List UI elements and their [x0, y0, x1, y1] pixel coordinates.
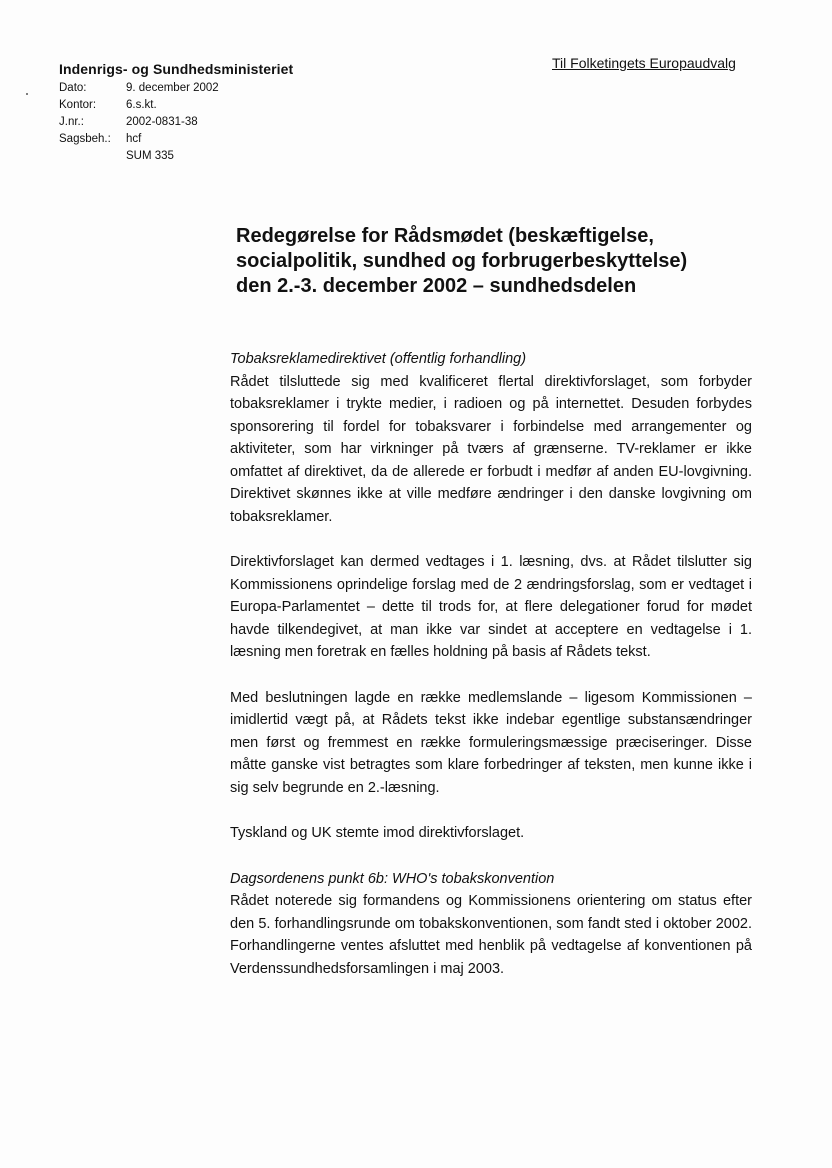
meta-value: hcf — [126, 133, 142, 145]
paragraph: Tyskland og UK stemte imod direktivforslaget. — [230, 825, 525, 841]
meta-label: Sagsbeh.: — [59, 133, 111, 145]
section-heading: Dagsordenens punkt 6b: WHO's tobakskonvention — [230, 870, 555, 887]
paragraph: Direktivforslaget kan dermed vedtages i 1. læsning, dvs. at Rådet tilslutter sig Kommissionens oprindelige forslag med de 2 ændringsforslag, som er vedtaget i Europa-Parlamentet – dette til trods for, at flere delegationer forud for mødet havde tilkendegivet, at man ikke var sindet at acceptere en vedtagelse i 1. læsning men foretrak en fælles holdning på basis af Rådets tekst. — [230, 554, 752, 660]
title-line: Redegørelse for Rådsmødet (beskæftigelse, — [236, 225, 654, 247]
title-line: socialpolitik, sundhed og forbrugerbeskyttelse) — [236, 250, 688, 272]
meta-label — [59, 148, 126, 165]
meta-row-reference — [59, 148, 219, 165]
paragraph-gap — [230, 528, 752, 551]
paragraph: Rådet noterede sig formandens og Kommissionens orientering om status efter den 5. forhandlingsrunde om tobakskonventionen, som fandt sted i oktober 2002. Forhandlingerne ventes afsluttet med henblik på vedtagelse af konventionen på Verdenssundhedsforsamlingen i maj 2003. — [230, 893, 752, 977]
meta-value: SUM 335 — [126, 150, 174, 162]
meta-value: 2002-0831-38 — [126, 116, 198, 128]
document-title — [236, 224, 776, 299]
paragraph: Rådet tilsluttede sig med kvalificeret flertal direktivforslaget, som forbyder tobaksreklamer i trykte medier, i radioen og på internettet. Desuden forbydes sponsorering til fordel for tobaksvarer i forbindelse med arrangementer og aktiviteter, som har virkninger på tværs af grænserne. TV-reklamer er ikke omfattet af direktivet, da de allerede er forbudt i medfør af anden EU-lovgivning. Direktivet skønnes ikke at ville medføre ændringer i den danske lovgivning om tobaksreklamer. — [230, 373, 752, 525]
section-heading: Tobaksreklamedirektivet (offentlig forhandling) — [230, 351, 527, 367]
meta-value: 6.s.kt. — [126, 99, 157, 111]
scan-speck — [26, 93, 28, 95]
meta-row-date — [59, 80, 219, 97]
meta-label: Dato: — [59, 82, 87, 94]
meta-label: Kontor: — [59, 99, 97, 111]
meta-label: J.nr.: — [59, 116, 84, 128]
paragraph: Med beslutningen lagde en række medlemslande – ligesom Kommissionen – imidlertid vægt på, at Rådets tekst ikke indebar egentlige substansændringer men først og fremmest en række formuleringsmæssige præciseringer. Disse måtte ganske vist betragtes som klare forbedringer af teksten, men kunne ikke i sig selv begrunde en 2.-læsning. — [230, 689, 752, 796]
meta-row-caseworker — [59, 131, 219, 148]
ministry-name: Indenrigs- og Sundhedsministeriet — [59, 61, 294, 77]
document-meta — [59, 80, 219, 165]
paragraph-gap — [230, 845, 752, 868]
meta-row-journal — [59, 114, 219, 131]
paragraph-gap — [230, 799, 752, 822]
meta-value: 9. december 2002 — [126, 82, 219, 94]
document-body — [230, 348, 752, 980]
meta-row-office — [59, 97, 219, 114]
paragraph-gap — [230, 664, 752, 687]
addressee: Til Folketingets Europaudvalg — [552, 55, 736, 71]
title-line: den 2.-3. december 2002 – sundhedsdelen — [236, 275, 637, 297]
